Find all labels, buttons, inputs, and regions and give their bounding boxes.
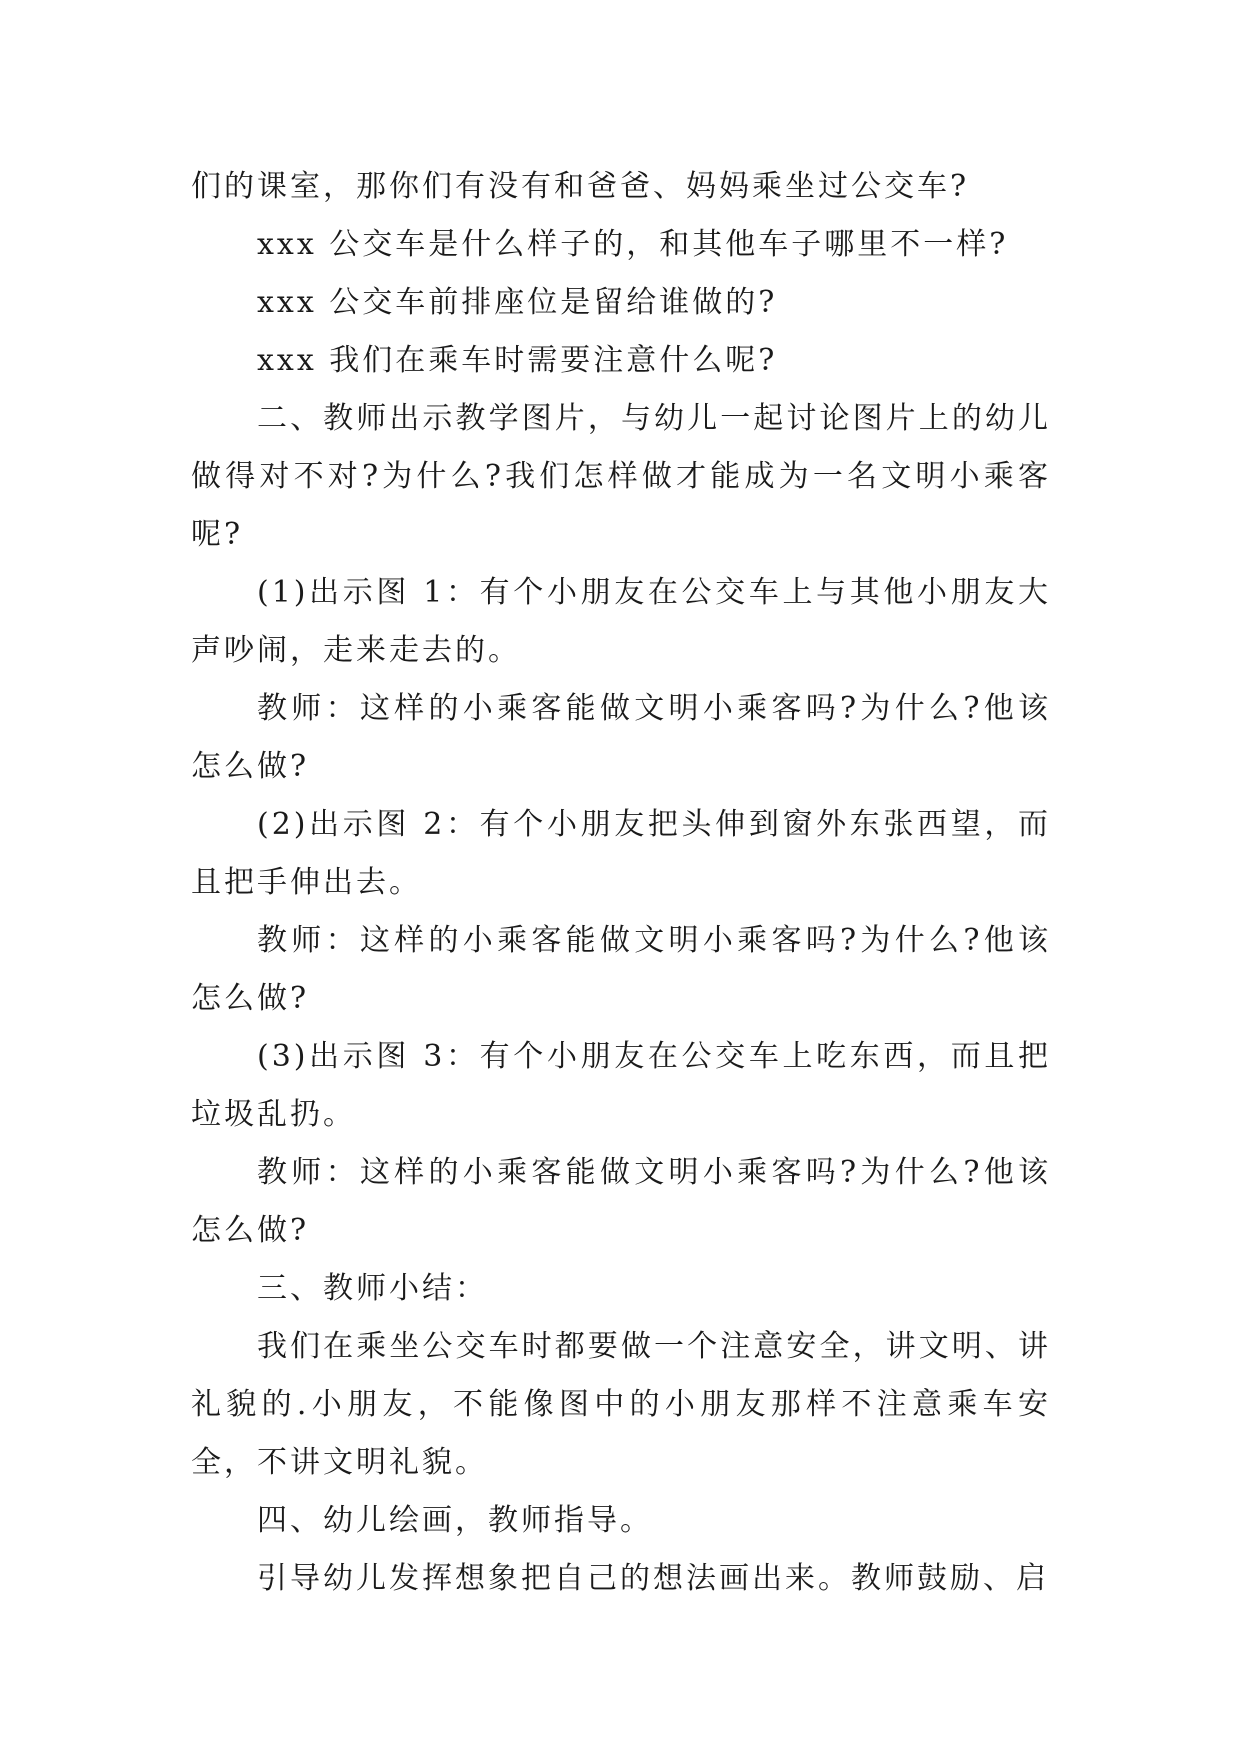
section-heading-two: 二、教师出示教学图片，与幼儿一起讨论图片上的幼儿做得对不对?为什么?我们怎样做才能成为一名文明小乘客呢? <box>191 401 1051 552</box>
section-heading-three: 三、教师小结： <box>257 1271 488 1306</box>
document-body <box>191 158 1051 1608</box>
picture-2-description: (2)出示图 2：有个小朋友把头伸到窗外东张西望，而且把手伸出去。 <box>191 807 1051 900</box>
teacher-question-1: 教师：这样的小乘客能做文明小乘客吗?为什么?他该怎么做? <box>191 691 1051 784</box>
question-front-seats: xxx 公交车前排座位是留给谁做的? <box>257 285 778 320</box>
teacher-question-3: 教师：这样的小乘客能做文明小乘客吗?为什么?他该怎么做? <box>191 1155 1051 1248</box>
section-heading-four: 四、幼儿绘画，教师指导。 <box>257 1503 653 1538</box>
summary-paragraph: 我们在乘坐公交车时都要做一个注意安全，讲文明、讲礼貌的.小朋友，不能像图中的小朋友那样不注意乘车安全，不讲文明礼貌。 <box>191 1329 1051 1480</box>
picture-3-description: (3)出示图 3：有个小朋友在公交车上吃东西，而且把垃圾乱扔。 <box>191 1039 1051 1132</box>
paragraph-continued: 们的课室，那你们有没有和爸爸、妈妈乘坐过公交车? <box>191 169 970 204</box>
teacher-question-2: 教师：这样的小乘客能做文明小乘客吗?为什么?他该怎么做? <box>191 923 1051 1016</box>
question-bus-appearance: xxx 公交车是什么样子的，和其他车子哪里不一样? <box>257 227 1009 262</box>
drawing-guidance: 引导幼儿发挥想象把自己的想法画出来。教师鼓励、启 <box>257 1561 1049 1596</box>
picture-1-description: (1)出示图 1：有个小朋友在公交车上与其他小朋友大声吵闹，走来走去的。 <box>191 575 1051 668</box>
question-safety: xxx 我们在乘车时需要注意什么呢? <box>257 343 778 378</box>
